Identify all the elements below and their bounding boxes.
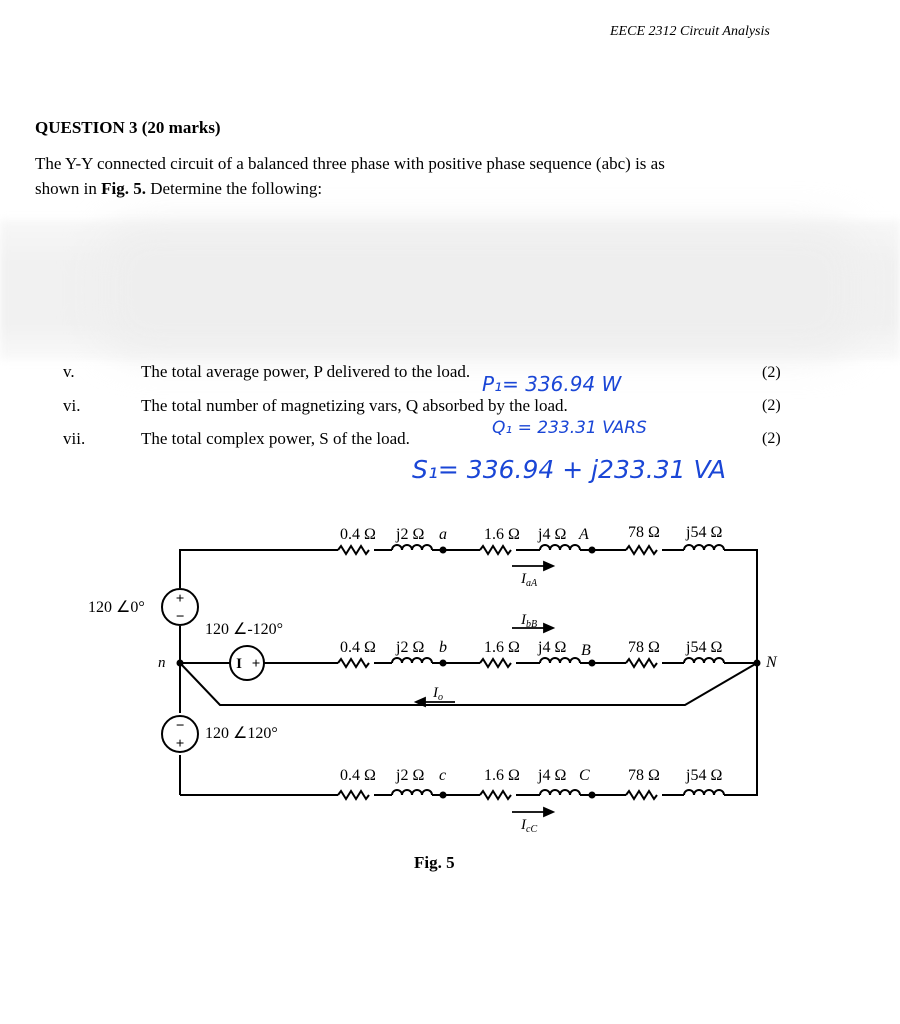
item-marks: (2) — [762, 397, 781, 414]
intro-figure-ref: Fig. 5. — [101, 179, 146, 198]
item-text: The total complex power, S of the load. — [141, 429, 410, 448]
label-r-line2-b: 1.6 Ω — [484, 639, 520, 656]
label-current-o: $I_o$ — [433, 685, 443, 703]
label-r-line2-a: 1.6 Ω — [484, 526, 520, 543]
handwritten-q-answer: Q₁ = 233.31 VARS — [492, 418, 647, 438]
svg-text:−: − — [175, 609, 185, 625]
inductor-b-load — [684, 658, 724, 663]
label-r-line2-c: 1.6 Ω — [484, 767, 520, 784]
course-header: EECE 2312 Circuit Analysis — [610, 24, 770, 39]
item-text: The total average power, P delivered to the load. — [141, 362, 471, 381]
label-node-N: N — [766, 654, 777, 671]
label-node-a: a — [439, 526, 447, 543]
inductor-a-line — [392, 545, 432, 550]
neutral-wire — [180, 663, 757, 705]
item-number: v. — [63, 362, 75, 381]
inductor-b-line2 — [540, 658, 580, 663]
label-source-a: 120 ∠0° — [88, 599, 145, 616]
label-source-b: 120 ∠-120° — [205, 621, 284, 638]
item-number: vi. — [63, 396, 81, 415]
intro-line-1: The Y-Y connected circuit of a balanced three phase with positive phase sequence (abc) is as — [35, 154, 665, 173]
svg-text:+: + — [175, 591, 185, 607]
label-source-c: 120 ∠120° — [205, 725, 278, 742]
label-x-line-b: j2 Ω — [396, 639, 425, 656]
label-node-c: c — [439, 767, 447, 784]
inductor-c-line2 — [540, 790, 580, 795]
resistor-b-line — [338, 659, 369, 667]
label-r-line-c: 0.4 Ω — [340, 767, 376, 784]
label-node-b: b — [439, 639, 447, 656]
inductor-a-load — [684, 545, 724, 550]
label-x-line2-c: j4 Ω — [538, 767, 567, 784]
svg-text:+: + — [175, 736, 185, 752]
figure-caption: Fig. 5 — [414, 853, 455, 872]
inductor-c-line — [392, 790, 432, 795]
handwritten-p-answer: P₁= 336.94 W — [482, 372, 622, 396]
label-x-load-a: j54 Ω — [686, 524, 723, 541]
label-x-line-c: j2 Ω — [396, 767, 425, 784]
label-node-C: C — [579, 767, 590, 784]
label-x-line2-b: j4 Ω — [538, 639, 567, 656]
label-current-aA: $I_{aA}$ — [521, 571, 538, 589]
resistor-b-line2 — [480, 659, 511, 667]
resistor-a-line2 — [480, 546, 511, 554]
label-node-B: B — [581, 642, 591, 659]
intro-line-2b: Determine the following: — [145, 179, 323, 198]
wire-a-left — [180, 550, 338, 588]
inductor-b-line — [392, 658, 432, 663]
intro-line-2a: shown in — [35, 179, 102, 198]
label-x-load-c: j54 Ω — [686, 767, 723, 784]
label-r-load-c: 78 Ω — [628, 767, 660, 784]
label-node-n: n — [158, 655, 166, 671]
label-r-line-a: 0.4 Ω — [340, 526, 376, 543]
item-marks: (2) — [762, 364, 781, 381]
resistor-c-line2 — [480, 791, 511, 799]
svg-text:+: + — [251, 656, 261, 672]
label-current-cC: $I_{cC}$ — [521, 817, 538, 835]
resistor-a-line — [338, 546, 369, 554]
label-node-A: A — [579, 526, 589, 543]
resistor-c-line — [338, 791, 369, 799]
question-title: QUESTION 3 (20 marks) — [35, 118, 221, 137]
handwritten-s-answer: S₁= 336.94 + j233.31 VA — [412, 455, 726, 484]
resistor-a-load — [626, 546, 657, 554]
resistor-b-load — [626, 659, 657, 667]
label-r-line-b: 0.4 Ω — [340, 639, 376, 656]
inductor-a-line2 — [540, 545, 580, 550]
item-number: vii. — [63, 429, 86, 448]
label-current-bB: $I_{bB}$ — [521, 612, 538, 630]
label-r-load-b: 78 Ω — [628, 639, 660, 656]
inductor-c-load — [684, 790, 724, 795]
resistor-c-load — [626, 791, 657, 799]
label-r-load-a: 78 Ω — [628, 524, 660, 541]
item-text: The total number of magnetizing vars, Q absorbed by the load. — [141, 396, 568, 415]
item-marks: (2) — [762, 430, 781, 447]
label-x-line2-a: j4 Ω — [538, 526, 567, 543]
svg-text:−: − — [175, 718, 185, 734]
svg-text:I: I — [236, 656, 242, 672]
label-x-line-a: j2 Ω — [396, 526, 425, 543]
label-x-load-b: j54 Ω — [686, 639, 723, 656]
